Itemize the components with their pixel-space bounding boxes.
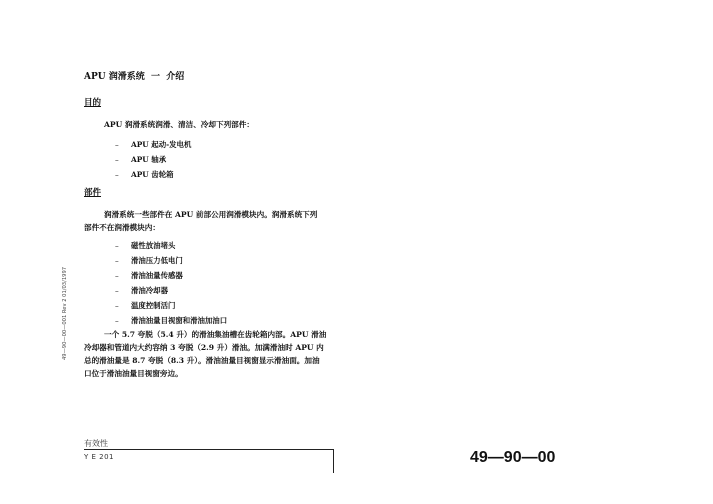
- list-item: – 温度控制活门: [115, 298, 355, 313]
- list-item: – 滑油油量目视窗和滑油加油口: [115, 313, 355, 328]
- oil-capacity-line: 冷却器和管道内大约容纳 3 夸脱（2.9 升）滑油。加满滑油时 APU 内: [84, 343, 324, 352]
- effectivity-label: 有效性: [84, 439, 108, 448]
- effectivity-code: Y E 201: [84, 453, 115, 461]
- list-item: – 磁性放油堵头: [115, 238, 355, 253]
- dash-mark: –: [115, 271, 119, 280]
- oil-capacity-line: 一个 5.7 夸脱（5.4 升）的滑油集油槽在齿轮箱内部。APU 滑油: [104, 330, 327, 339]
- dash-mark: –: [115, 286, 119, 295]
- dash-mark: –: [115, 256, 119, 265]
- list-item: – 滑油压力低电门: [115, 253, 355, 268]
- list-item: – APU 齿轮箱: [115, 167, 315, 182]
- list-item: – APU 轴承: [115, 152, 315, 167]
- page-title: APU 润滑系统 一 介绍: [84, 72, 185, 82]
- components-intro-line: 部件不在润滑模块内：: [84, 223, 160, 232]
- footer-divider: [84, 449, 334, 450]
- dash-mark: –: [115, 301, 119, 310]
- components-heading: 部件: [84, 188, 102, 198]
- purpose-list: [115, 137, 315, 182]
- oil-capacity-line: 总的滑油量是 8.7 夸脱（8.3 升）。滑油油量目视窗显示滑油面。加油: [84, 356, 320, 365]
- page-number: 49—90—00: [470, 449, 556, 466]
- footer-vertical-divider: [333, 449, 334, 473]
- dash-mark: –: [115, 140, 119, 149]
- components-intro-line: 润滑系统一些部件在 APU 前部公用润滑模块内。润滑系统下列: [104, 210, 318, 219]
- dash-mark: –: [115, 155, 119, 164]
- components-list: [115, 238, 355, 328]
- oil-capacity-line: 口位于滑油油量目视窗旁边。: [84, 369, 183, 378]
- side-document-id: 49—90—00—001 Rev 2 01/03/1997: [62, 266, 68, 360]
- list-item: – 滑油油量传感器: [115, 268, 355, 283]
- dash-mark: –: [115, 316, 119, 325]
- list-item: – APU 起动-发电机: [115, 137, 315, 152]
- purpose-heading: 目的: [84, 98, 102, 108]
- list-item: – 滑油冷却器: [115, 283, 355, 298]
- purpose-intro: APU 润滑系统润滑、清洁、冷却下列部件：: [104, 120, 254, 129]
- dash-mark: –: [115, 241, 119, 250]
- dash-mark: –: [115, 170, 119, 179]
